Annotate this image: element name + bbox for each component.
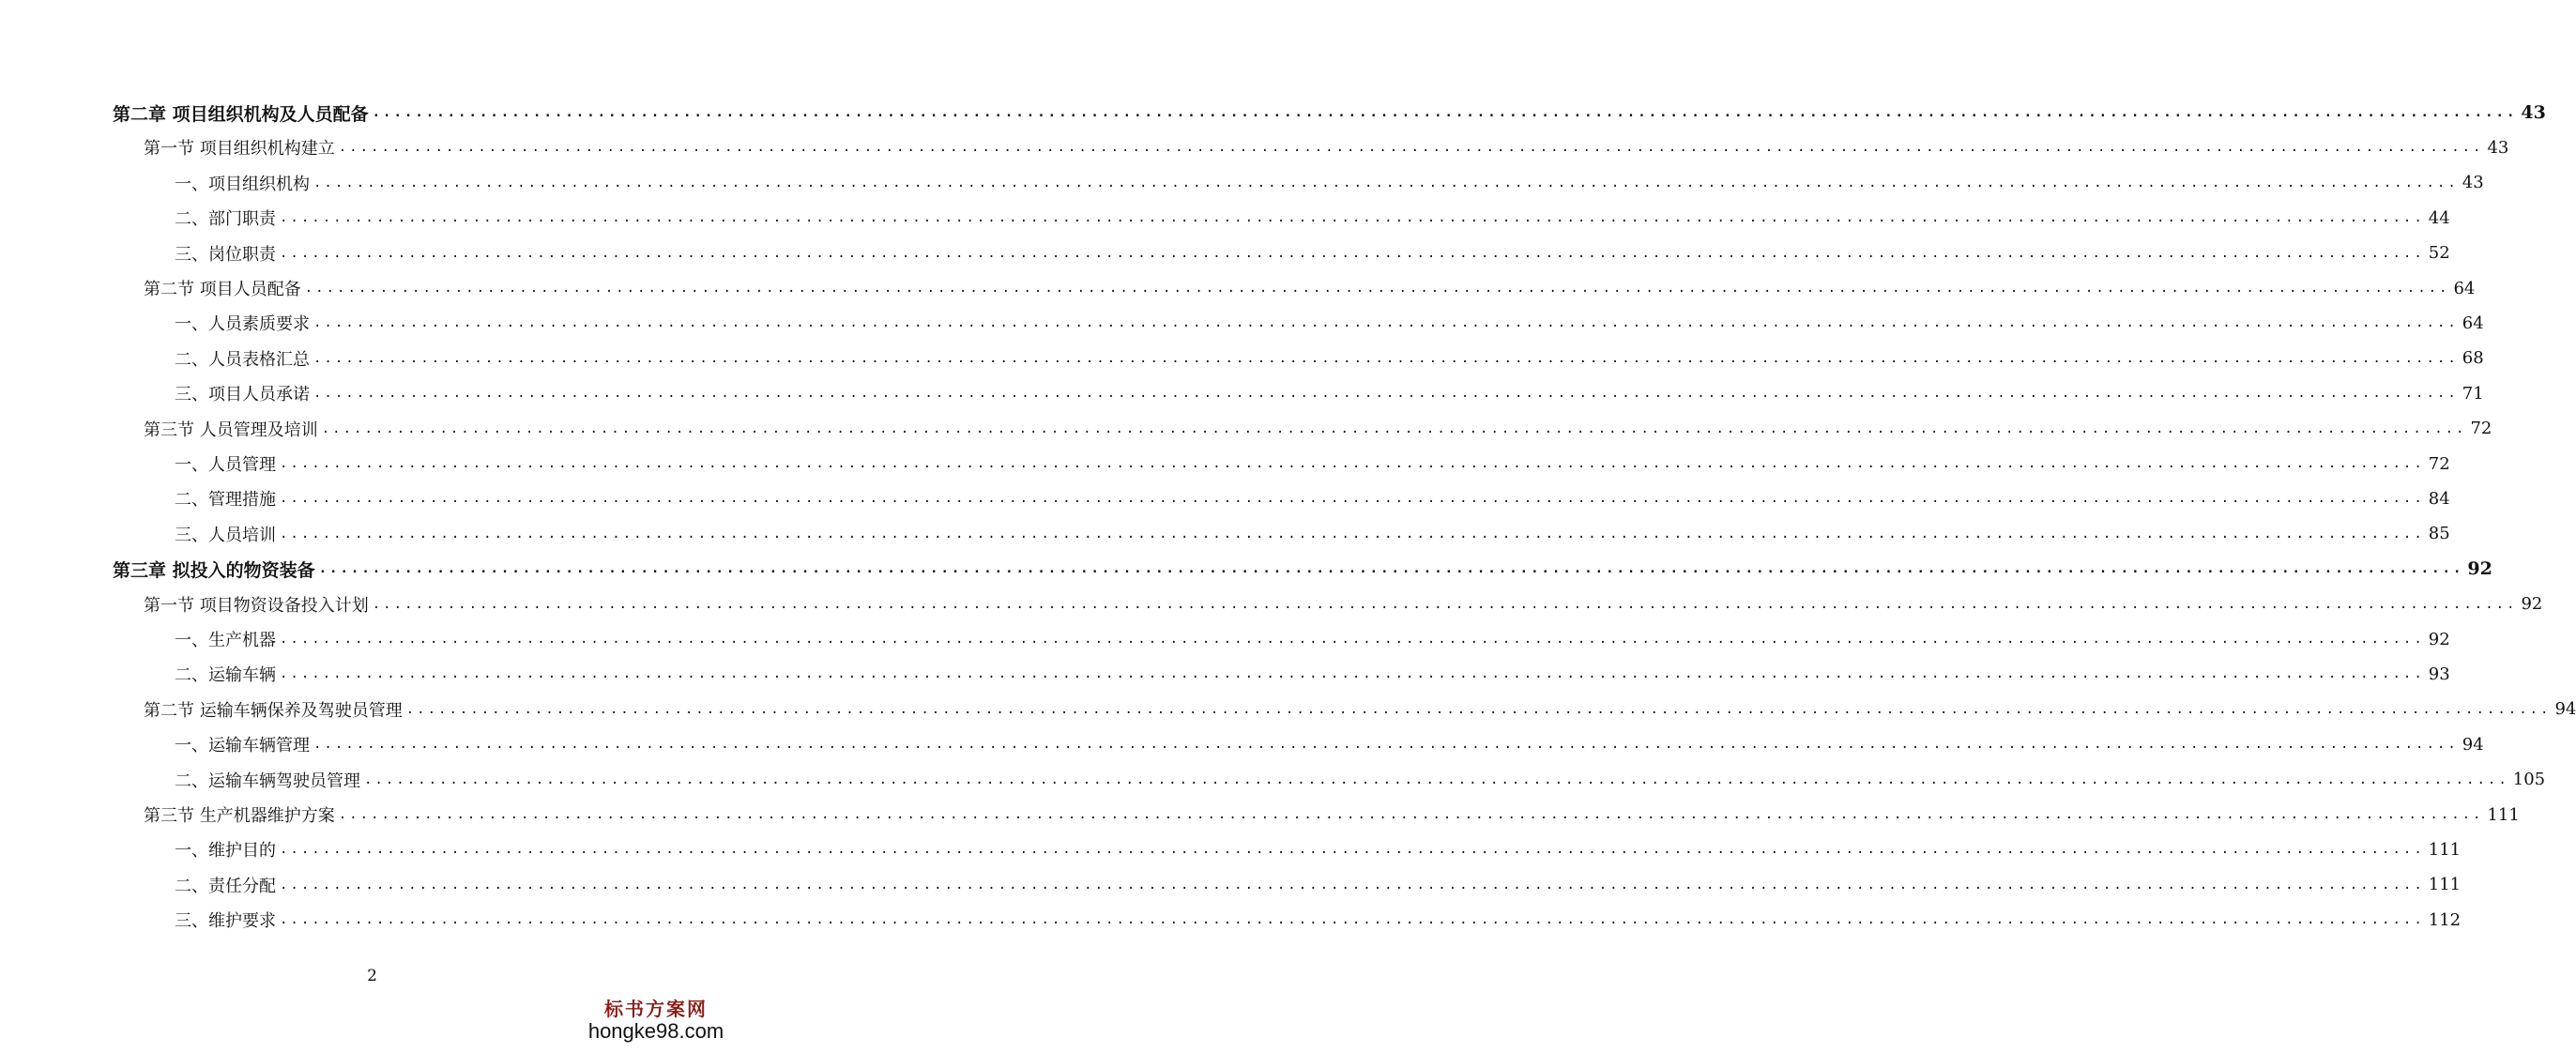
page-number: 2	[367, 967, 377, 985]
toc-entry-item[interactable]	[175, 379, 2484, 407]
toc-entry-title: 三、项目人员承诺	[175, 385, 310, 405]
toc-entry-title: 一、人员管理	[175, 455, 276, 475]
toc-leader-dots: ........................................................................................................................................................................................................	[321, 420, 2467, 436]
toc-leader-dots: ........................................................................................................................................................................................................	[280, 491, 2425, 507]
toc-entry-page: 92	[2467, 558, 2492, 580]
toc-leader-dots: ........................................................................................................................................................................................................	[364, 771, 2509, 787]
toc-entry-item[interactable]	[175, 625, 2450, 653]
toc-leader-dots: ........................................................................................................................................................................................................	[313, 386, 2459, 402]
watermark-url: hongke98.com	[587, 1019, 724, 1043]
toc-entry-title: 三、人员培训	[175, 525, 276, 545]
toc-leader-dots: ........................................................................................................................................................................................................	[313, 175, 2459, 191]
toc-entry-page: 111	[2428, 875, 2462, 895]
toc-entry-title: 第三章 拟投入的物资装备	[113, 559, 315, 581]
watermark-name: 标书方案网	[604, 998, 708, 1020]
toc-leader-dots: ........................................................................................................................................................................................................	[280, 245, 2425, 261]
toc-entry-title: 第三节 生产机器维护方案	[144, 806, 335, 826]
toc-entry-page: 105	[2512, 770, 2546, 790]
toc-entry-page: 93	[2428, 664, 2450, 684]
toc-entry-title: 三、岗位职责	[175, 244, 276, 265]
toc-entry-title: 二、部门职责	[175, 209, 276, 230]
toc-entry-title: 二、责任分配	[175, 876, 276, 896]
toc-entry-item[interactable]	[175, 204, 2450, 232]
toc-leader-dots: ........................................................................................................................................................................................................	[280, 210, 2425, 226]
toc-entry-section[interactable]	[144, 415, 2492, 443]
toc-leader-dots: ........................................................................................................................................................................................................	[304, 281, 2450, 296]
toc-leader-dots: ........................................................................................................................................................................................................	[280, 632, 2425, 647]
toc-entry-title: 第一节 项目物资设备投入计划	[144, 595, 369, 616]
toc-entry-page: 43	[2521, 102, 2546, 123]
toc-entry-item[interactable]	[175, 239, 2450, 267]
toc-entry-page: 43	[2487, 137, 2509, 158]
toc-leader-dots: ........................................................................................................................................................................................................	[313, 737, 2459, 753]
toc-entry-title: 一、人员素质要求	[175, 314, 310, 335]
toc-leader-dots: ........................................................................................................................................................................................................	[313, 315, 2459, 331]
toc-leader-dots: ........................................................................................................................................................................................................	[313, 350, 2459, 366]
toc-leader-dots: ........................................................................................................................................................................................................	[280, 456, 2425, 471]
toc-entry-page: 64	[2453, 278, 2476, 298]
toc-entry-page: 85	[2428, 524, 2450, 544]
toc-entry-item[interactable]	[175, 906, 2462, 934]
toc-entry-page: 44	[2428, 207, 2450, 228]
toc-entry-item[interactable]	[175, 730, 2484, 758]
toc-leader-dots: ........................................................................................................................................................................................................	[405, 701, 2552, 717]
toc-entry-title: 一、运输车辆管理	[175, 736, 310, 756]
toc-entry-page: 43	[2462, 173, 2484, 193]
toc-leader-dots: ........................................................................................................................................................................................................	[372, 596, 2518, 612]
toc-entry-section[interactable]	[144, 801, 2520, 829]
toc-entry-title: 第二节 项目人员配备	[144, 280, 301, 299]
toc-leader-dots: ........................................................................................................................................................................................................	[280, 842, 2425, 858]
toc-entry-page: 64	[2462, 313, 2484, 333]
toc-entry-title: 一、生产机器	[175, 631, 276, 650]
toc-entry-item[interactable]	[175, 169, 2484, 197]
toc-entry-title: 二、运输车辆驾驶员管理	[175, 771, 360, 791]
toc-entry-section[interactable]	[144, 590, 2543, 618]
toc-entry-page: 68	[2462, 348, 2484, 369]
toc-entry-page: 72	[2470, 419, 2492, 439]
toc-entry-title: 一、维护目的	[175, 841, 276, 862]
toc-entry-title: 二、人员表格汇总	[175, 349, 310, 370]
toc-entry-page: 94	[2462, 734, 2484, 755]
toc-entry-section[interactable]	[144, 133, 2509, 161]
watermark	[581, 994, 731, 1044]
toc-entry-title: 一、项目组织机构	[175, 174, 310, 194]
toc-leader-dots: ........................................................................................................................................................................................................	[280, 666, 2425, 682]
toc-entry-item[interactable]	[175, 344, 2484, 373]
toc-leader-dots: ........................................................................................................................................................................................................	[280, 526, 2425, 542]
toc-entry-title: 第二章 项目组织机构及人员配备	[113, 103, 369, 125]
toc-entry-title: 第三节 人员管理及培训	[144, 420, 318, 440]
toc-entry-page: 94	[2554, 699, 2576, 720]
toc-entry-item[interactable]	[175, 766, 2546, 794]
toc-entry-item[interactable]	[175, 835, 2462, 863]
toc-entry-item[interactable]	[175, 660, 2450, 688]
toc-entry-item[interactable]	[175, 871, 2462, 899]
toc-leader-dots: ........................................................................................................................................................................................................	[372, 105, 2518, 120]
toc-entry-chapter[interactable]	[113, 555, 2492, 583]
toc-entry-title: 二、运输车辆	[175, 665, 276, 686]
toc-leader-dots: ........................................................................................................................................................................................................	[318, 561, 2464, 577]
toc-entry-page: 92	[2428, 629, 2450, 649]
toc-entry-page: 71	[2462, 383, 2484, 404]
toc-entry-title: 二、管理措施	[175, 490, 276, 511]
toc-entry-item[interactable]	[175, 309, 2484, 337]
toc-entry-title: 第一节 项目组织机构建立	[144, 139, 335, 160]
toc-entry-page: 92	[2521, 594, 2543, 615]
toc-entry-section[interactable]	[144, 695, 2576, 724]
toc-entry-page: 112	[2428, 909, 2462, 930]
toc-entry-item[interactable]	[175, 450, 2450, 478]
toc-entry-title: 三、维护要求	[175, 911, 276, 932]
toc-entry-page: 52	[2428, 243, 2450, 264]
toc-leader-dots: ........................................................................................................................................................................................................	[280, 912, 2425, 928]
toc-leader-dots: ........................................................................................................................................................................................................	[280, 877, 2425, 893]
toc-entry-page: 111	[2428, 839, 2462, 860]
toc-entry-chapter[interactable]	[113, 99, 2546, 127]
toc-leader-dots: ........................................................................................................................................................................................................	[338, 807, 2484, 822]
toc-entry-section[interactable]	[144, 274, 2476, 302]
toc-entry-item[interactable]	[175, 484, 2450, 512]
toc-entry-page: 84	[2428, 488, 2450, 509]
toc-entry-title: 第二节 运输车辆保养及驾驶员管理	[144, 700, 403, 721]
toc-entry-page: 111	[2487, 804, 2520, 825]
toc-leader-dots: ........................................................................................................................................................................................................	[338, 140, 2484, 156]
toc-entry-item[interactable]	[175, 520, 2450, 548]
toc-entry-page: 72	[2428, 453, 2450, 474]
